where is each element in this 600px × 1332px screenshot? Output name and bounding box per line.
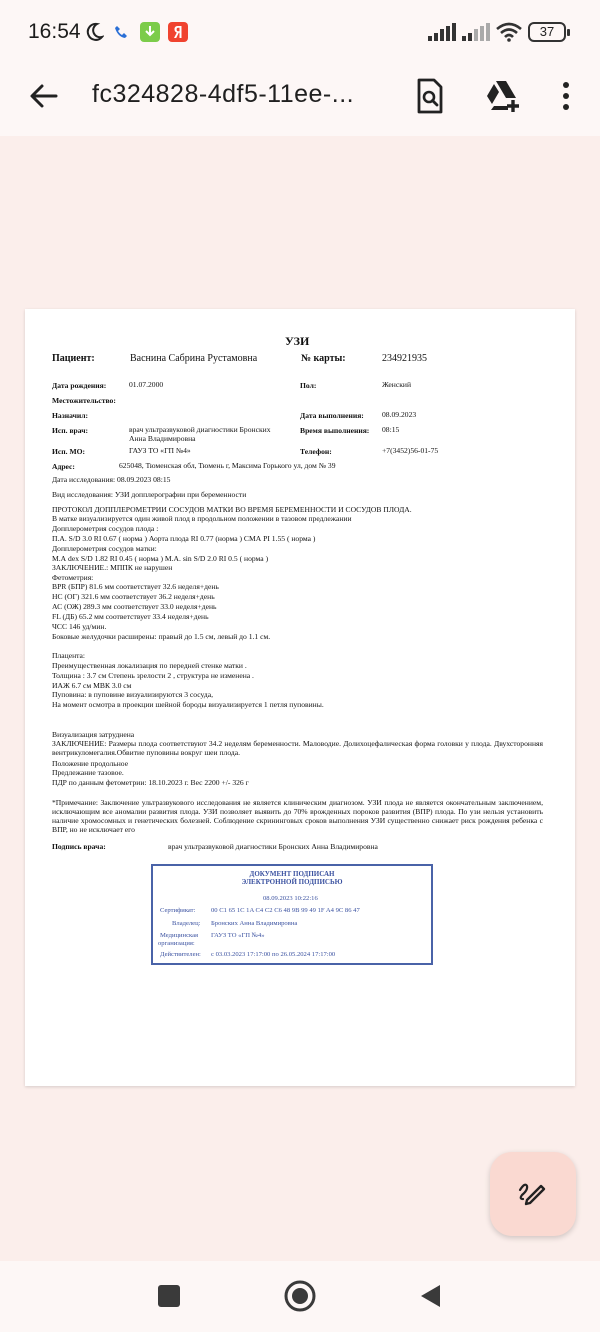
body-line: Пуповина: в пуповине визуализируются 3 сосуда,	[52, 690, 213, 699]
battery-icon: 37	[528, 22, 566, 42]
location-label: Местожительство:	[52, 396, 116, 405]
body-line: П.А. S/D 3.0 RI 0.67 ( норма ) Аорта плода RI 0.77 (норма ) СМА PI 1.55 ( норма )	[52, 534, 316, 543]
sex-label: Пол:	[300, 381, 317, 390]
study-type: Вид исследования: УЗИ допплерографии при беременности	[52, 490, 247, 499]
document-title: fc324828-4df5-11ee-...	[92, 80, 355, 108]
body-line: АС (ОЖ) 289.3 мм соответствует 33.0 неделя+день	[52, 602, 217, 611]
dob-value: 01.07.2000	[129, 380, 164, 389]
done-date-label: Дата выполнения:	[300, 411, 364, 420]
body-line: BPR (БПР) 81.6 мм соответствует 32.6 неделя+день	[52, 582, 219, 591]
yandex-app-icon	[167, 21, 189, 43]
document-page	[25, 309, 575, 1086]
doctor-line-1: врач ультразвуковой диагностики Бронских	[129, 425, 271, 434]
mo-label: Исп. МО:	[52, 447, 86, 456]
body-line: М.А dex S/D 1.82 RI 0.45 ( норма ) М.А. sin S/D 2.0 RI 0.5 ( норма )	[52, 554, 269, 563]
phone-label: Телефон:	[300, 447, 332, 456]
stamp-org-label-2: организация:	[158, 940, 195, 947]
navigation-bar	[0, 1261, 600, 1332]
phone-call-icon	[113, 24, 129, 40]
clock: 16:54	[28, 20, 81, 43]
patient-name: Васнина Сабрина Рустамовна	[130, 353, 258, 364]
doctor-label: Исп. врач:	[52, 426, 89, 435]
stamp-line-1: ДОКУМЕНТ ПОДПИСАН	[249, 870, 335, 878]
presentation-line: Предлежание тазовое.	[52, 768, 124, 777]
wifi-icon	[496, 22, 522, 42]
body-line: ЧСС 146 уд/мин.	[52, 622, 107, 631]
stamp-owner-value: Бронских Анна Владимировна	[211, 920, 298, 927]
protocol-line-1: ПРОТОКОЛ ДОППЛЕРОМЕТРИИ СОСУДОВ МАТКИ ВО ВРЕМЯ БЕРЕМЕННОСТИ И СОСУДОВ ПЛОДА.	[52, 505, 412, 514]
add-to-drive-icon[interactable]	[482, 76, 522, 116]
body-line: НС (ОГ) 321.6 мм соответствует 36.2 неделя+день	[52, 592, 215, 601]
card-label: № карты:	[301, 353, 346, 364]
done-date-value: 08.09.2023	[382, 410, 417, 419]
edit-annotate-button[interactable]	[490, 1152, 576, 1236]
address-value: 625048, Тюменская обл, Тюмень г, Максима Горького ул, дом № 39	[119, 461, 336, 470]
address-label: Адрес:	[52, 462, 75, 471]
e-signature-stamp	[151, 864, 433, 965]
done-time-value: 08:15	[382, 425, 400, 434]
stamp-cert-value: 00 C1 65 1C 1A C4 C2 C6 48 9B 99 49 1F A4 9C 86 47	[211, 907, 360, 914]
sex-value: Женский	[382, 380, 412, 389]
do-not-disturb-moon-icon	[84, 22, 104, 42]
study-date: Дата исследования: 08.09.2023 08:15	[52, 475, 171, 484]
signal-2-icon	[462, 23, 490, 41]
app-bar	[0, 62, 600, 136]
dob-label: Дата рождения:	[52, 381, 107, 390]
note-text: *Примечание: Заключение ультразвукового исследования не является клиническим диагнозом. УЗИ плода не является окончательным заключением, исключающим все аномалии развития плода. УЗИ позволяет выявить до 70% врожденных пороков развития (ВПР) плода. По узи нельзя установить наличие хромосомных и генетических болезней. Соблюдение скрининговых сроков выполнения УЗИ существенно снижает риск рождения ребенка с ВПР, но не исключает его	[52, 798, 543, 834]
download-app-icon	[139, 21, 161, 43]
conclusion-text: ЗАКЛЮЧЕНИЕ: Размеры плода соответствуют 34.2 неделям беременности. Маловодие. Долихоцефалическая форма головки у плода. Двухсторонняя вентрикуломегалия.Обвитие пуповины вокруг шеи плода.	[52, 739, 543, 757]
body-line: FL (ДБ) 65.2 мм соответствует 33.4 неделя+день	[52, 612, 209, 621]
done-time-label: Время выполнения:	[300, 426, 370, 435]
stamp-line-2: ЭЛЕКТРОННОЙ ПОДПИСЬЮ	[241, 878, 343, 886]
stamp-datetime: 08.09.2023 10:22:16	[263, 895, 318, 902]
body-line: ЗАКЛЮЧЕНИЕ.: МППК не нарушен	[52, 563, 173, 572]
doctor-line-2: Анна Владимировна	[129, 434, 196, 443]
body-line: Визуализация затруднена	[52, 730, 135, 739]
signature-label: Подпись врача:	[52, 842, 106, 851]
stamp-org-value: ГАУЗ ТО «ГП №4»	[211, 932, 265, 939]
document-heading: УЗИ	[285, 334, 310, 348]
body-line: Допплерометрия сосудов плода :	[52, 524, 159, 533]
patient-label: Пациент:	[52, 353, 95, 364]
back-nav-icon[interactable]	[418, 1283, 444, 1309]
pdr-line: ПДР по данным фетометрии: 18.10.2023 г. Вес 2200 +/- 326 г	[52, 778, 249, 787]
stamp-owner-label: Владелец:	[172, 920, 201, 927]
status-bar	[0, 0, 600, 62]
card-number: 234921935	[382, 353, 427, 364]
signal-icon	[428, 23, 456, 41]
home-icon[interactable]	[283, 1279, 317, 1313]
back-arrow-icon[interactable]	[26, 78, 62, 114]
assigned-label: Назначил:	[52, 411, 89, 420]
body-line: Фетометрия:	[52, 573, 94, 582]
protocol-line-2: В матке визуализируется один живой плод в продольном положении в тазовом предлежании	[52, 514, 352, 523]
find-in-page-icon[interactable]	[410, 76, 450, 116]
more-options-icon[interactable]	[546, 76, 586, 116]
stamp-valid-value: с 03.03.2023 17:17:00 по 26.05.2024 17:17:00	[211, 951, 336, 958]
stamp-cert-label: Сертификат:	[160, 907, 196, 914]
body-line: ИАЖ 6.7 см МВК 3.0 см	[52, 681, 132, 690]
phone-value: +7(3452)56-01-75	[382, 446, 439, 455]
body-line: Преимущественная локализация по передней стенке матки .	[52, 661, 247, 670]
signature-value: врач ультразвуковой диагностики Бронских Анна Владимировна	[168, 842, 378, 851]
body-line: Толщина : 3.7 см Степень зрелости 2 , структура не изменена .	[52, 671, 254, 680]
mo-value: ГАУЗ ТО «ГП №4»	[129, 446, 191, 455]
body-line: Допплерометрия сосудов матки:	[52, 544, 157, 553]
body-line: На момент осмотра в проекции шейной бороды визуализируется 1 петля пуповины.	[52, 700, 324, 709]
recent-apps-icon[interactable]	[156, 1283, 182, 1309]
draw-pen-icon	[517, 1178, 549, 1210]
stamp-org-label-1: Медицинская	[160, 932, 199, 939]
body-line: Плацента:	[52, 651, 86, 660]
position-line: Положение продольное	[52, 759, 129, 768]
stamp-valid-label: Действителен:	[160, 951, 201, 958]
body-line: Боковые желудочки расширены: правый до 1.5 см, левый до 1.1 см.	[52, 632, 271, 641]
